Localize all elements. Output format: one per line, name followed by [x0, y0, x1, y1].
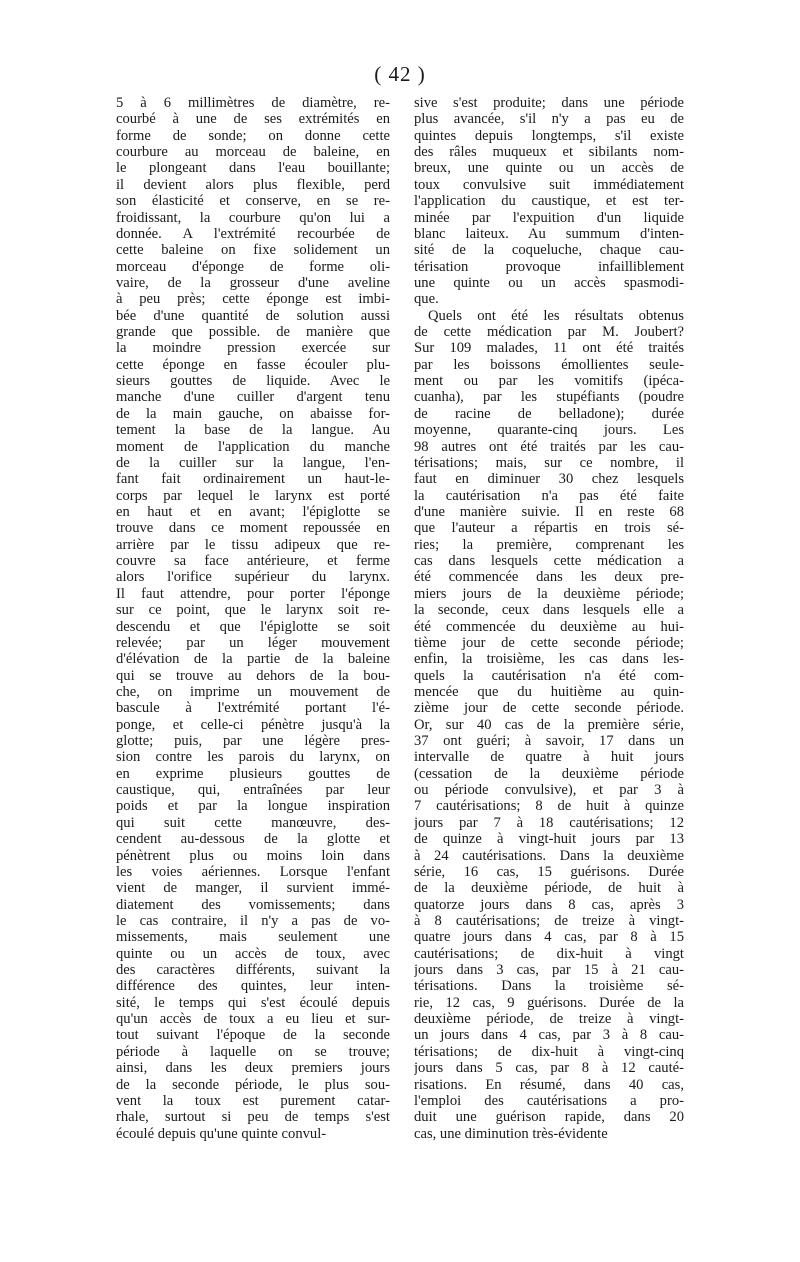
text-line: ment ou par les vomitifs (ipéca- [414, 373, 684, 390]
text-line: d'élévation de la partie de la baleine [116, 651, 390, 668]
text-line: tement la base de la langue. Au [116, 422, 390, 439]
text-line: enfin, la troisième, les cas dans les- [414, 651, 684, 668]
text-line: vient de manger, il survient immé- [116, 880, 390, 897]
text-line: tième jour de cette seconde période; [414, 634, 684, 651]
text-line: cautérisations; de dix-huit à vingt [414, 945, 684, 962]
text-line: grande que possible. de manière que [116, 324, 390, 341]
text-line: vaire, de la grosseur d'une aveline [116, 274, 390, 291]
text-line: la cautérisation n'a pas été faite [414, 487, 684, 504]
text-line: ou période convulsive), et par 3 à [414, 782, 684, 799]
text-line: qui suit cette manœuvre, des- [116, 814, 390, 831]
text-line: térisations. Dans la troisième sé- [414, 978, 684, 995]
text-line: de la seconde période, le plus sou- [116, 1076, 390, 1093]
text-line: que. [414, 291, 439, 308]
text-line: sité, le temps qui s'est écoulé depuis [116, 994, 390, 1011]
text-line: bascule à l'extrémité portant l'é- [116, 700, 390, 717]
text-line: tout suivant l'époque de la seconde [116, 1027, 390, 1044]
text-line: pénètrent plus ou moins loin dans [116, 847, 390, 864]
text-line: quatre jours dans 4 cas, par 8 à 15 [414, 929, 684, 946]
text-line: miers jours de la deuxième période; [414, 585, 684, 602]
text-line: deuxième période, de treize à vingt- [414, 1011, 684, 1028]
text-line: sion contre les parois du larynx, on [116, 749, 390, 766]
text-line: le cas contraire, il n'y a pas de vo- [116, 912, 390, 929]
text-line: trouve dans ce moment repoussée en [116, 520, 390, 537]
text-line: de la cuiller sur la langue, l'en- [116, 454, 390, 471]
text-line: Quels ont été les résultats obtenus [428, 307, 684, 324]
page-number: ( 42 ) [374, 62, 426, 86]
text-line: la moindre pression exercée sur [116, 340, 390, 357]
text-line: poids et par la longue inspiration [116, 798, 390, 815]
text-line: des caractères différents, suivant la [116, 962, 390, 979]
text-line: 7 cautérisations; 8 de huit à quinze [414, 798, 684, 815]
text-line: 5 à 6 millimètres de diamètre, re- [116, 95, 390, 111]
text-line: moyenne, quarante-cinq jours. Les [414, 422, 684, 439]
text-line: quintes depuis longtemps, s'il existe [414, 127, 684, 144]
text-line: ponge, et celle-ci pénètre jusqu'à la [116, 716, 390, 733]
text-line: à peu près; cette éponge est imbi- [116, 291, 390, 308]
text-line: duit une guérison rapide, dans 20 [414, 1109, 684, 1126]
text-line: che, on imprime un mouvement de [116, 683, 390, 700]
text-line: la seconde, ceux dans lesquels elle a [414, 602, 684, 619]
text-line: ries; la première, comprenant les [414, 536, 684, 553]
text-line: forme de sonde; on donne cette [116, 127, 390, 144]
text-line: de cette médication par M. Joubert? [414, 324, 684, 341]
text-line: plus avancée, s'il n'y a pas eu de [414, 111, 684, 128]
text-line: sur ce point, que le larynx soit re- [116, 602, 390, 619]
text-line: qu'un accès de toux a eu lieu et sur- [116, 1011, 390, 1028]
text-line: jours par 7 à 18 cautérisations; 12 [414, 814, 684, 831]
text-line: le plongeant dans l'eau bouillante; [116, 160, 390, 177]
text-line: de la main gauche, on abaisse for- [116, 405, 390, 422]
text-line: de la deuxième période, de huit à [414, 880, 684, 897]
text-line: breux, une quinte ou un accès de [414, 160, 684, 177]
text-line: faut en diminuer 30 chez lesquels [414, 471, 684, 488]
text-line: sieurs gouttes de liquide. Avec le [116, 373, 390, 390]
text-line: térisations; de dix-huit à vingt-cinq [414, 1043, 684, 1060]
text-line: rie, 12 cas, 9 guérisons. Durée de la [414, 994, 684, 1011]
text-line: cas, une diminution très-évidente [414, 1125, 608, 1142]
text-line: zième jour de cette seconde période. [414, 700, 684, 717]
text-line: caustique, qui, entraînées par leur [116, 782, 390, 799]
text-line: quinte ou un accès de toux, avec [116, 945, 390, 962]
text-line: que l'auteur a répartis en trois sé- [414, 520, 684, 537]
text-line: différence des quintes, leur inten- [116, 978, 390, 995]
text-line: de quinze à vingt-huit jours par 13 [414, 831, 684, 848]
text-line: un jours dans 4 cas, par 3 à 8 cau- [414, 1027, 684, 1044]
text-line: intervalle de quatre à huit jours [414, 749, 684, 766]
text-line: cas dans lesquels cette médication a [414, 553, 684, 570]
text-line: l'application du caustique, et est ter- [414, 193, 684, 210]
text-line: en haut et en avant; l'épiglotte se [116, 503, 390, 520]
text-line: courbé à une de ses extrémités en [116, 111, 390, 128]
text-line: cendent au-dessous de la glotte et [116, 831, 390, 848]
text-line: froidissant, la courbure qu'on lui a [116, 209, 390, 226]
text-line: jours dans 5 cas, par 8 à 12 cauté- [414, 1060, 684, 1077]
text-line: arrière par le tissu adipeux que re- [116, 536, 390, 553]
text-line: descendu et que l'épiglotte se soit [116, 618, 390, 635]
text-line: période à laquelle on se trouve; [116, 1043, 390, 1060]
text-line: (cessation de la deuxième période [414, 765, 684, 782]
text-line: une quinte ou un accès spasmodi- [414, 274, 684, 291]
text-line: été commencée du deuxième au hui- [414, 618, 684, 635]
text-line: risations. En résumé, dans 40 cas, [414, 1076, 684, 1093]
text-line: son élasticité et conserve, en se re- [116, 193, 390, 210]
text-line: été commencée dans les deux pre- [414, 569, 684, 586]
text-line: vent la toux est purement catar- [116, 1092, 390, 1109]
text-line: quels la cautérisation n'a été com- [414, 667, 684, 684]
text-line: 37 ont guéri; à savoir, 17 dans un [414, 733, 684, 750]
text-line: alors l'orifice supérieur du larynx. [116, 569, 390, 586]
text-line: glotte; puis, par une légère pres- [116, 733, 390, 750]
text-line: Il faut attendre, pour porter l'éponge [116, 585, 390, 602]
text-line: donnée. A l'extrémité recourbée de [116, 225, 390, 242]
left-text-column [116, 95, 390, 1155]
text-line: quatorze jours dans 8 cas, après 3 [414, 896, 684, 913]
right-text-column [414, 95, 684, 1155]
text-line: courbure au morceau de baleine, en [116, 144, 390, 161]
text-line: diatement des vomissements; dans [116, 896, 390, 913]
text-line: blanc laiteux. Au summum d'inten- [414, 225, 684, 242]
text-line: qui se trouve au dehors de la bou- [116, 667, 390, 684]
text-line: à 8 cautérisations; de treize à vingt- [414, 912, 684, 929]
text-line: d'une manière suivie. Il en reste 68 [414, 503, 684, 520]
text-line: à 24 cautérisations. Dans la deuxième [414, 847, 684, 864]
text-line: corps par lequel le larynx est porté [116, 487, 390, 504]
text-line: des râles muqueux et sibilants nom- [414, 144, 684, 161]
text-line: couvre sa face antérieure, et ferme [116, 553, 390, 570]
text-line: moment de l'application du manche [116, 438, 390, 455]
text-line: 98 autres ont été traités par les cau- [414, 438, 684, 455]
text-line: l'emploi des cautérisations a pro- [414, 1092, 684, 1109]
text-line: cette baleine on fixe solidement un [116, 242, 390, 259]
text-line: Sur 109 malades, 11 ont été traités [414, 340, 684, 357]
text-line: relevée; par un léger mouvement [116, 634, 390, 651]
text-line: il devient alors plus flexible, perd [116, 176, 390, 193]
text-line: ainsi, dans les deux premiers jours [116, 1060, 390, 1077]
text-line: rhale, surtout si peu de temps s'est [116, 1109, 390, 1126]
text-line: morceau d'éponge de forme oli- [116, 258, 390, 275]
text-line: écoulé depuis qu'une quinte convul- [116, 1125, 327, 1142]
text-line: les voies aériennes. Lorsque l'enfant [116, 863, 390, 880]
text-line: cette éponge en fasse écouler plu- [116, 356, 390, 373]
text-line: fant fait ordinairement un haut-le- [116, 471, 390, 488]
text-line: jours dans 3 cas, par 15 à 21 cau- [414, 962, 684, 979]
text-line: série, 16 cas, 15 guérisons. Durée [414, 863, 684, 880]
text-line: térisations; mais, sur ce nombre, il [414, 454, 684, 471]
text-line: missements, mais seulement une [116, 929, 390, 946]
text-line: Or, sur 40 cas de la première série, [414, 716, 684, 733]
text-line: minée par l'expuition d'un liquide [414, 209, 684, 226]
text-line: sité de la coqueluche, chaque cau- [414, 242, 684, 259]
text-line: par les boissons émollientes seule- [414, 356, 684, 373]
text-line: térisation provoque infailliblement [414, 258, 684, 275]
text-line: toux convulsive suit immédiatement [414, 176, 684, 193]
text-line: de racine de belladone); durée [414, 405, 684, 422]
text-line: cuanha), par les stupéfiants (poudre [414, 389, 684, 406]
text-line: en exprime plusieurs gouttes de [116, 765, 390, 782]
text-line: mencée que du huitième au quin- [414, 683, 684, 700]
text-line: manche d'une cuiller d'argent tenu [116, 389, 390, 406]
text-line: sive s'est produite; dans une période [414, 95, 684, 111]
text-line: bée d'une quantité de solution aussi [116, 307, 390, 324]
